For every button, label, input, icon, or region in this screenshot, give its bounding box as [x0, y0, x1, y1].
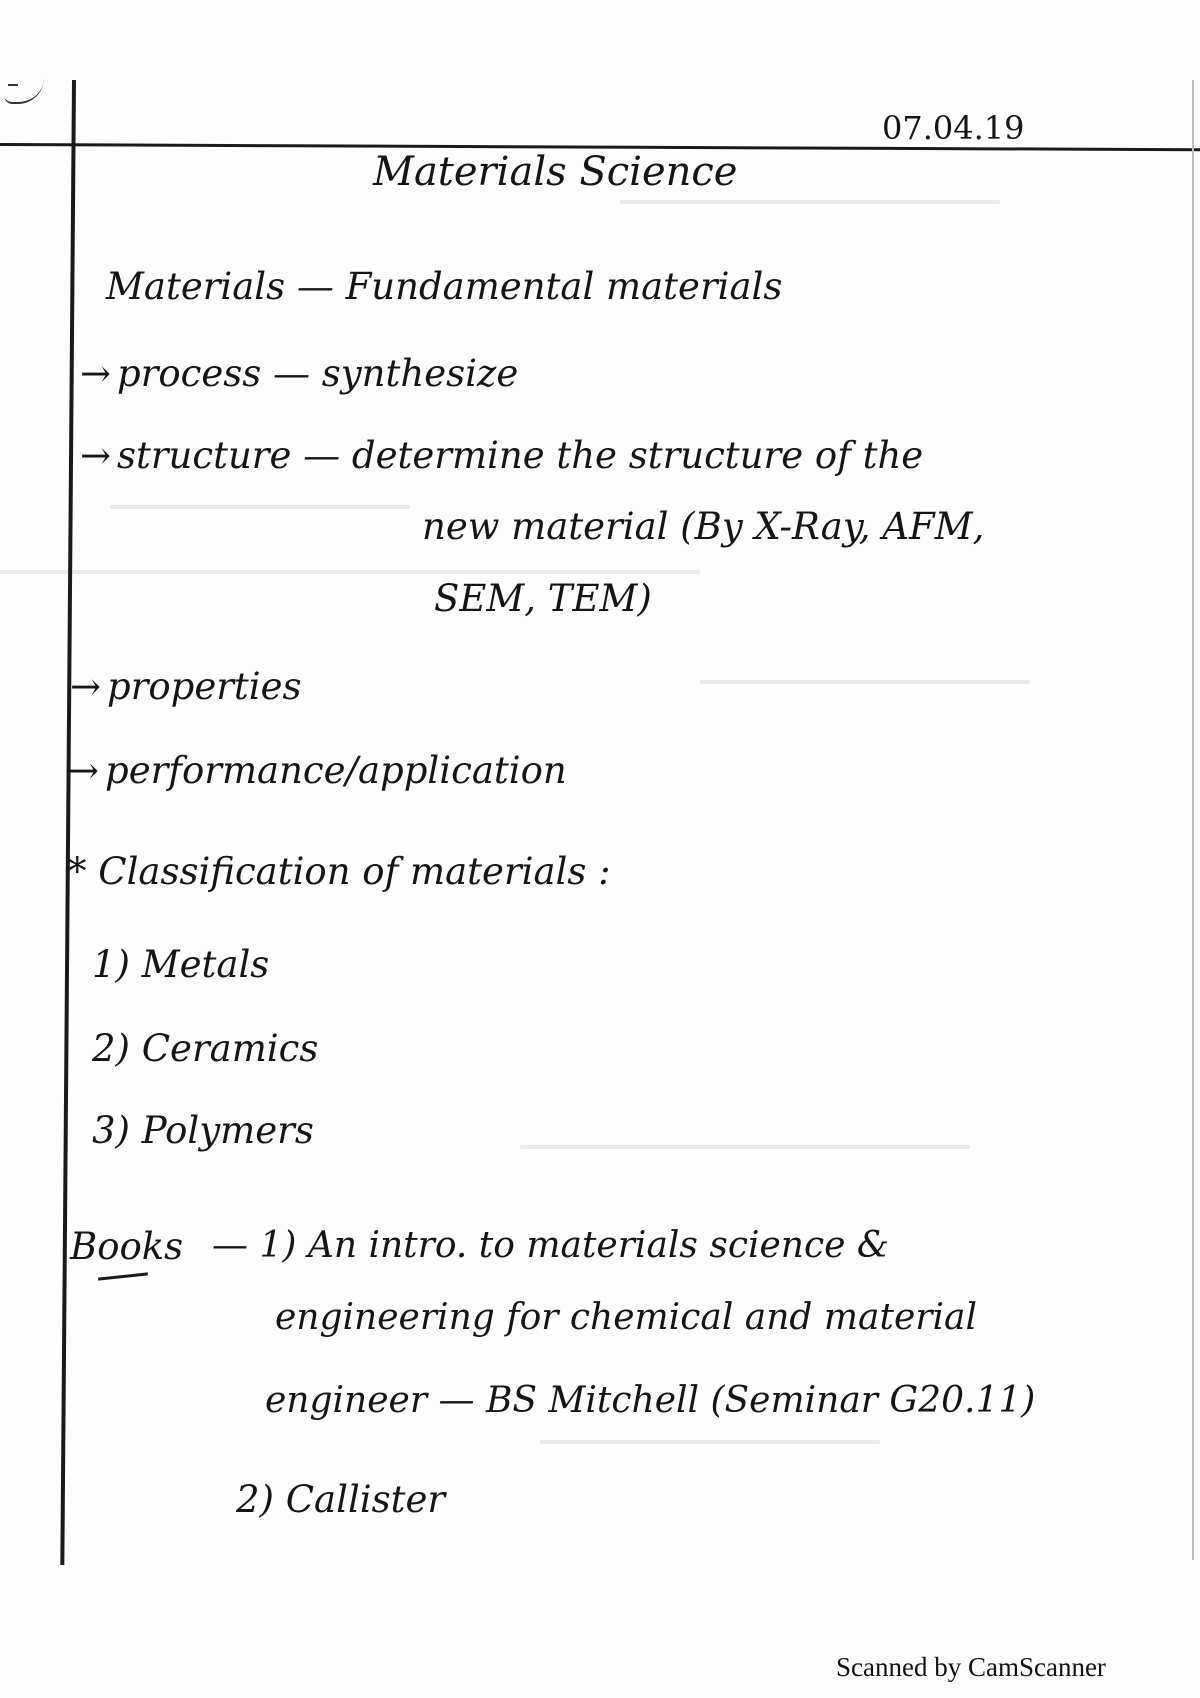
performance-text: performance/application — [105, 749, 567, 792]
bleed-through-mark — [620, 200, 1000, 204]
corner-scribble — [4, 78, 44, 104]
bleed-through-mark — [520, 1145, 970, 1149]
class-item-metals: 1) Metals — [92, 943, 270, 986]
book-1-line-1: — 1) An intro. to materials science & — [212, 1225, 889, 1266]
structure-continuation-1: new material (By X-Ray, AFM, — [422, 505, 985, 548]
structure-continuation-2: SEM, TEM) — [434, 577, 652, 620]
arrow-icon: → — [68, 749, 100, 792]
performance-item — [68, 749, 567, 792]
note-title: Materials Science — [373, 149, 738, 195]
class-item-ceramics: 2) Ceramics — [92, 1027, 319, 1070]
process-text: process — synthesize — [117, 352, 519, 395]
class-item-polymers: 3) Polymers — [92, 1109, 314, 1152]
arrow-icon: → — [80, 434, 112, 477]
classification-heading: * Classification of materials : — [68, 850, 611, 893]
book-1-line-2: engineering for chemical and material — [275, 1297, 977, 1338]
structure-item — [80, 434, 924, 477]
bleed-through-mark — [110, 505, 410, 509]
books-label: Books — [70, 1225, 184, 1268]
scanner-watermark: Scanned by CamScanner — [836, 1652, 1106, 1682]
structure-text: structure — determine the structure of the — [117, 434, 924, 477]
note-date: 07.04.19 — [882, 109, 1025, 147]
bleed-through-mark — [540, 1440, 880, 1444]
books-underline — [98, 1272, 148, 1280]
arrow-icon: → — [70, 665, 102, 708]
corner-scribble-dash — [8, 84, 18, 86]
materials-definition: Materials — Fundamental materials — [106, 265, 783, 308]
margin-rule-line — [60, 80, 76, 1565]
process-item — [80, 352, 519, 395]
book-1-line-3: engineer — BS Mitchell (Seminar G20.11) — [265, 1380, 1036, 1421]
book-2: 2) Callister — [236, 1478, 446, 1521]
bleed-through-mark — [700, 680, 1030, 684]
properties-item — [70, 665, 302, 708]
properties-text: properties — [107, 665, 302, 708]
bleed-through-mark — [0, 570, 700, 574]
page-right-edge — [1192, 80, 1194, 1560]
arrow-icon: → — [80, 352, 112, 395]
